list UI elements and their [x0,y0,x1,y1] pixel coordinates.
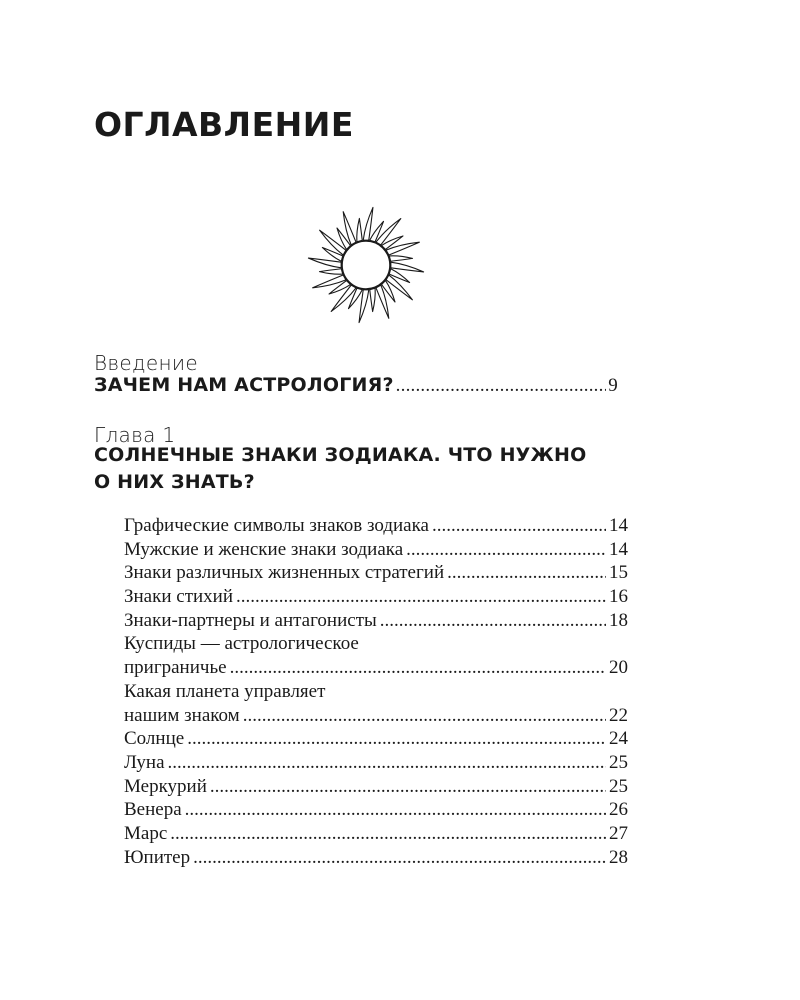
toc-entry-title: Знаки стихий [124,586,234,608]
toc-entry-title: Солнце [124,728,185,750]
toc-entry-title: Графические символы знаков зодиака [124,515,429,536]
dot-leader [210,775,606,799]
toc-entry-page: 20 [609,657,628,679]
sun-ray [357,218,362,241]
sun-ray [319,269,342,274]
toc-entry-title: Знаки различных жизненных стратегий [124,562,445,584]
chapter1-heading-line1: СОЛНЕЧНЫЕ ЗНАКИ ЗОДИАКА. ЧТО НУЖНО [94,444,587,466]
sun-icon [304,203,428,327]
toc-entry-title: Венера [124,799,182,821]
toc-entry[interactable] [124,846,628,870]
dot-leader [406,538,606,562]
chapter1-label: Глава 1 [94,423,176,447]
toc-entry-title: Юпитер [124,846,191,868]
intro-heading-title: ЗАЧЕМ НАМ АСТРОЛОГИЯ? [94,374,394,396]
page-title: ОГЛАВЛЕНИЕ [94,105,354,144]
toc-entry-title: Марс [124,822,168,844]
toc-entry-page: 22 [609,704,628,726]
sun-ray [389,256,412,261]
toc-entry-page: 24 [609,728,628,750]
toc-entry[interactable] [124,585,628,609]
toc-entry-title: Луна [124,751,165,773]
toc-entry[interactable] [124,775,628,799]
dot-leader [168,751,606,775]
toc-entry-page: 26 [609,799,628,821]
sun-ray [359,290,369,323]
toc-entry-page: 14 [609,515,628,536]
dot-leader [236,585,606,609]
dot-leader [432,514,606,538]
dot-leader [170,822,606,846]
dot-leader [380,609,606,633]
toc-entry-page: 25 [609,775,628,797]
toc-entry[interactable] [124,680,628,727]
toc-entry-page: 16 [609,586,628,608]
toc-entry[interactable] [124,609,628,633]
sun-ray [308,258,341,268]
intro-label: Введение [94,351,198,375]
sun-ray [363,207,373,240]
toc-entry[interactable] [124,514,628,538]
toc-entry-title: приграничье [124,657,227,679]
intro-heading[interactable] [94,372,618,399]
toc-entry-page: 14 [609,538,628,560]
toc-entry-title-line1: Куспиды — астрологическое [124,633,359,655]
dot-leader [187,727,606,751]
toc-entry-title: Знаки-партнеры и антагонисты [124,609,377,631]
sun-ray [370,288,375,311]
toc-entry-page: 28 [609,846,628,868]
toc-entry-title: нашим знаком [124,704,240,726]
toc-entry[interactable] [124,727,628,751]
toc-entry-page: 15 [609,562,628,584]
dot-leader [243,704,606,728]
toc-entry[interactable] [124,751,628,775]
toc-entry[interactable] [124,632,628,679]
dot-leader [185,798,606,822]
intro-page-number: 9 [608,375,618,396]
chapter1-heading-line2: О НИХ ЗНАТЬ? [94,471,255,493]
toc-entry[interactable] [124,822,628,846]
sun-ray [391,262,424,272]
dot-leader [396,372,607,399]
dot-leader [230,656,606,680]
toc-entry-title-line1: Какая планета управляет [124,680,326,702]
toc-entry-page: 27 [609,822,628,844]
dot-leader [193,846,606,870]
dot-leader [447,561,606,585]
toc-entry[interactable] [124,798,628,822]
toc-entry-page: 18 [609,609,628,631]
chapter1-heading[interactable] [94,442,586,496]
toc-entry-title: Мужские и женские знаки зодиака [124,538,404,560]
toc-entry-title: Меркурий [124,775,207,797]
toc-entry[interactable] [124,561,628,585]
toc-entry-page: 25 [609,751,628,773]
toc-list [124,514,628,869]
toc-entry[interactable] [124,538,628,562]
